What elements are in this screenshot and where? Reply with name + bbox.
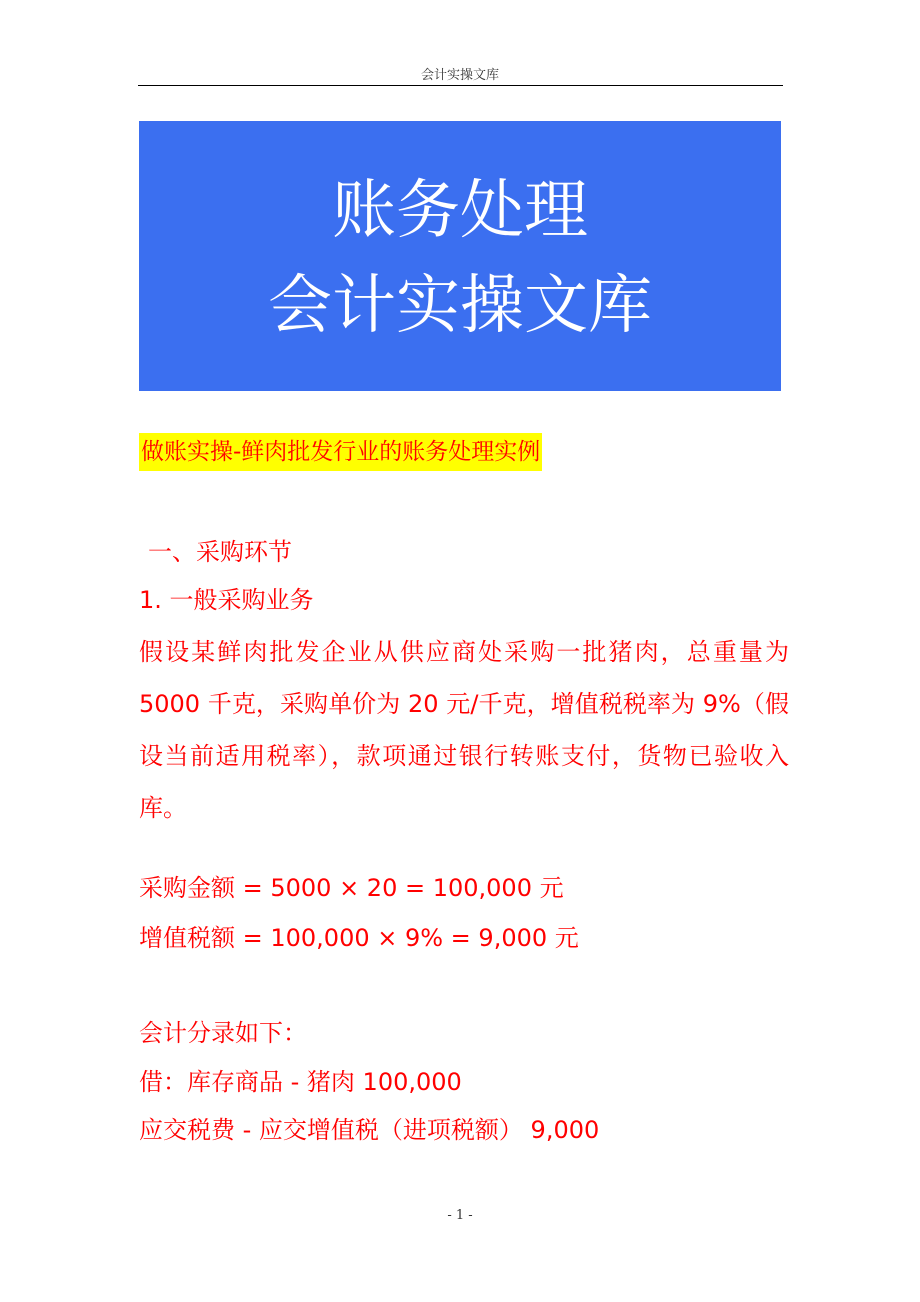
banner-line-2: 会计实操文库 [268,269,652,343]
journal-entry-tax: 应交税费 - 应交增值税（进项税额） 9,000 [139,1116,600,1144]
page-number: - 1 - [447,1208,473,1223]
scenario-paragraph: 假设某鲜肉批发企业从供应商处采购一批猪肉，总重量为5000 千克，采购单价为 20 元/千克，增值税税率为 9%（假设当前适用税率），款项通过银行转账支付，货物已验收入库。 [139,638,789,822]
title-banner [139,121,781,391]
page-header-title: 会计实操文库 [420,68,499,83]
calc-purchase-amount: 采购金额 = 5000 × 20 = 100,000 元 [139,874,564,902]
banner-line-1: 账务处理 [332,174,588,248]
journal-entry-debit: 借：库存商品 - 猪肉 100,000 [139,1068,462,1096]
document-subtitle: 做账实操-鲜肉批发行业的账务处理实例 [139,433,542,471]
calc-vat-amount: 增值税额 = 100,000 × 9% = 9,000 元 [139,924,579,952]
header-divider [138,85,783,86]
section-heading: 一、采购环节 [148,538,292,566]
section-subheading: 1. 一般采购业务 [139,586,314,614]
journal-entry-title: 会计分录如下： [139,1019,307,1047]
